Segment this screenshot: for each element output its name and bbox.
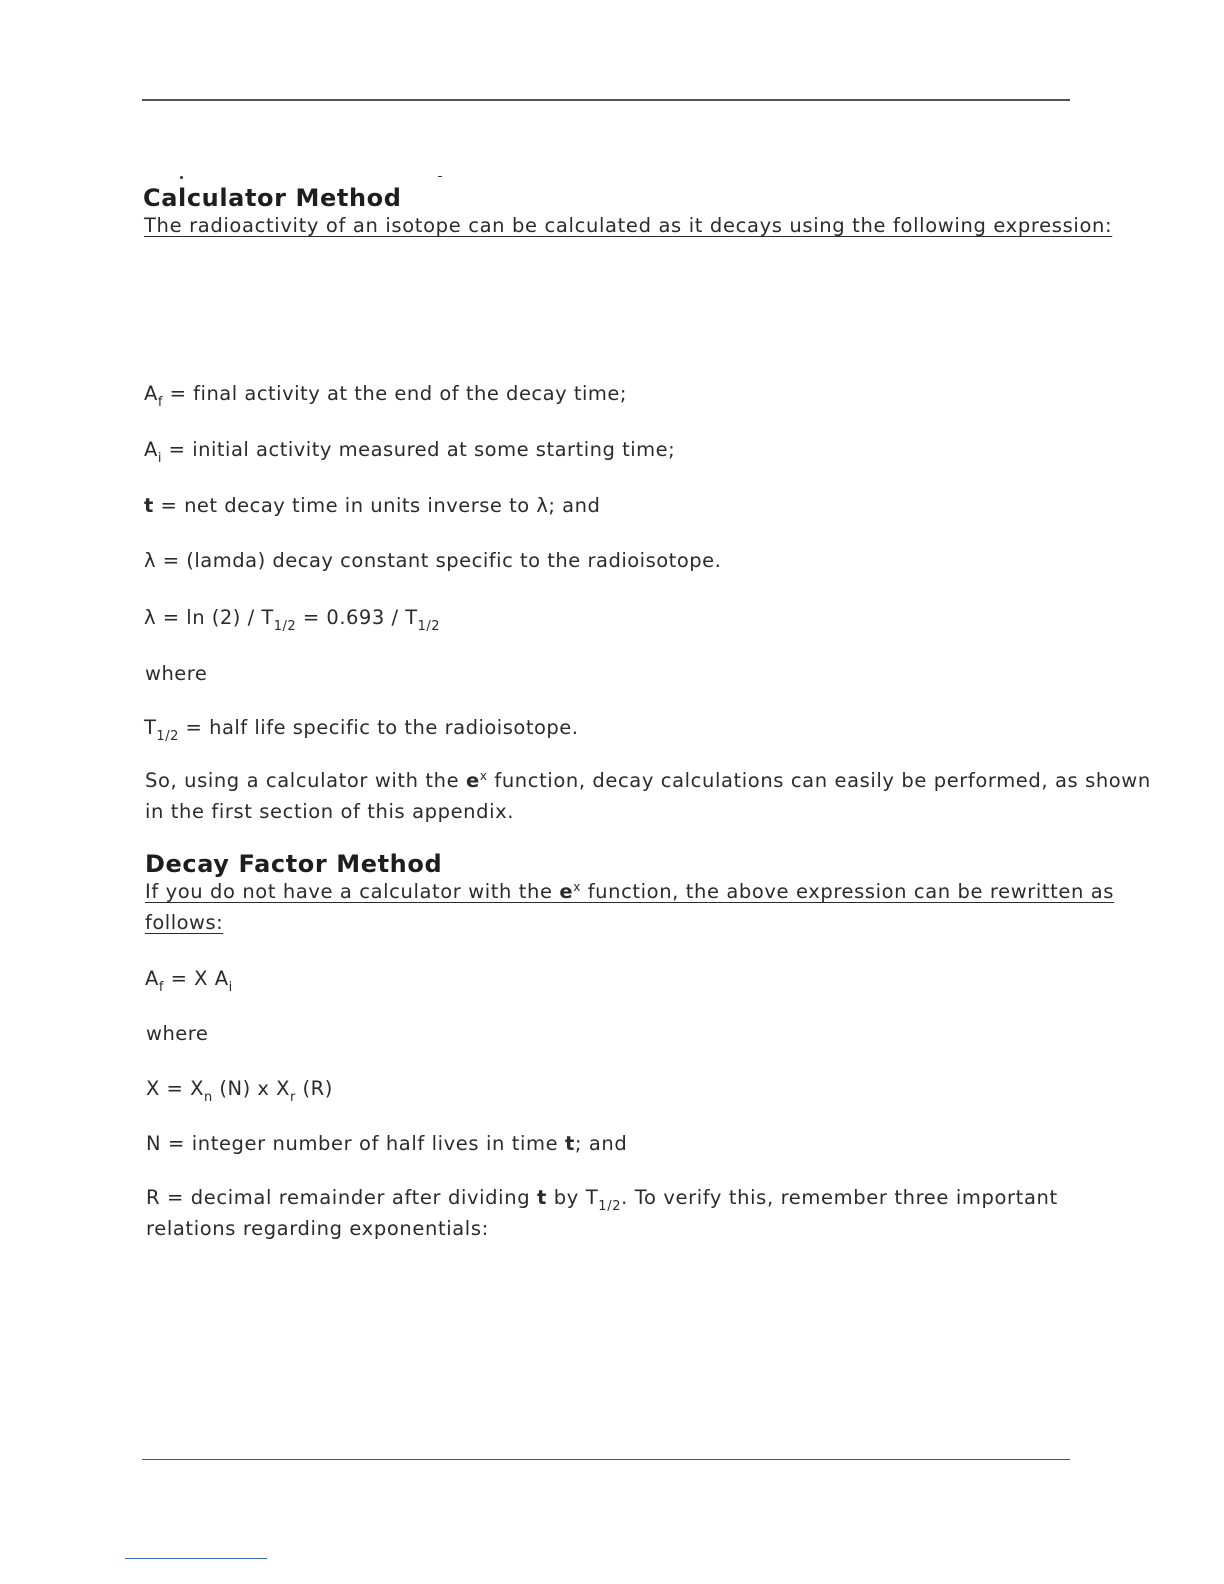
text-part: If you do not have a calculator with the xyxy=(145,880,560,903)
symbol: A xyxy=(144,382,158,405)
definition: = initial activity measured at some starting time; xyxy=(161,438,676,461)
text-part: R = decimal remainder after dividing xyxy=(146,1186,538,1209)
formula-part: X = X xyxy=(146,1077,204,1100)
r-definition-line1 xyxy=(146,1186,1058,1214)
superscript: x xyxy=(573,880,581,894)
subscript: f xyxy=(158,980,164,995)
text-part: . To verify this, remember three important xyxy=(621,1186,1058,1209)
text-part: function, the above expression can be rewritten as xyxy=(580,880,1115,903)
formula-part: A xyxy=(145,967,159,990)
def-initial-activity xyxy=(144,438,676,466)
subscript: i xyxy=(157,451,162,466)
scan-speck xyxy=(438,176,442,177)
decay-factor-intro-line1 xyxy=(145,880,1114,903)
r-definition-line2: relations regarding exponentials: xyxy=(146,1217,489,1240)
t-symbol: t xyxy=(537,1186,547,1209)
formula-part: (R) xyxy=(295,1077,333,1100)
top-rule xyxy=(142,99,1070,101)
decay-factor-intro-line2: follows: xyxy=(145,911,224,934)
calculator-method-heading: Calculator Method xyxy=(143,184,402,212)
definition: = half life specific to the radioisotope. xyxy=(178,716,579,739)
text-part: ; and xyxy=(574,1132,628,1155)
e-symbol: e xyxy=(466,769,480,792)
text-part: So, using a calculator with the xyxy=(145,769,467,792)
calculator-intro: The radioactivity of an isotope can be calculated as it decays using the following expression: xyxy=(144,214,1113,237)
def-final-activity xyxy=(144,382,627,410)
scan-speck xyxy=(180,176,183,179)
subscript: f xyxy=(157,395,163,410)
subscript: r xyxy=(290,1090,296,1105)
e-symbol: e xyxy=(559,880,574,903)
def-decay-constant: λ = (lamda) decay constant specific to the radioisotope. xyxy=(144,549,722,572)
subscript: 1/2 xyxy=(417,619,441,634)
symbol: A xyxy=(144,438,158,461)
superscript: x xyxy=(479,769,488,783)
symbol: t xyxy=(144,494,154,517)
def-half-life xyxy=(144,716,579,744)
def-decay-time xyxy=(144,494,600,517)
subscript: 1/2 xyxy=(273,619,297,634)
equation-af xyxy=(145,967,233,995)
footer-link-line xyxy=(125,1558,267,1559)
formula-part: λ = ln (2) / T xyxy=(144,606,274,629)
text-part: function, decay calculations can easily be performed, as shown xyxy=(487,769,1151,792)
where-label: where xyxy=(145,662,208,685)
formula-part: = X A xyxy=(163,967,229,990)
text-part: N = integer number of half lives in time xyxy=(146,1132,565,1155)
definition: = net decay time in units inverse to λ; and xyxy=(153,494,601,517)
n-definition xyxy=(146,1132,627,1155)
where-label: where xyxy=(146,1022,209,1045)
text-part: by T xyxy=(546,1186,599,1209)
x-definition xyxy=(146,1077,333,1105)
subscript: 1/2 xyxy=(598,1199,622,1214)
subscript: 1/2 xyxy=(156,729,179,744)
symbol: T xyxy=(144,716,157,739)
decay-factor-heading: Decay Factor Method xyxy=(145,850,443,878)
so-paragraph-line2: in the first section of this appendix. xyxy=(145,800,515,823)
t-symbol: t xyxy=(564,1132,575,1155)
lambda-formula xyxy=(144,606,441,634)
definition: = final activity at the end of the decay time; xyxy=(162,382,627,405)
bottom-rule xyxy=(142,1459,1070,1460)
formula-part: (N) x X xyxy=(212,1077,290,1100)
subscript: n xyxy=(203,1090,213,1105)
subscript: i xyxy=(228,980,233,995)
so-paragraph-line1 xyxy=(145,769,1151,792)
formula-part: = 0.693 / T xyxy=(296,606,418,629)
